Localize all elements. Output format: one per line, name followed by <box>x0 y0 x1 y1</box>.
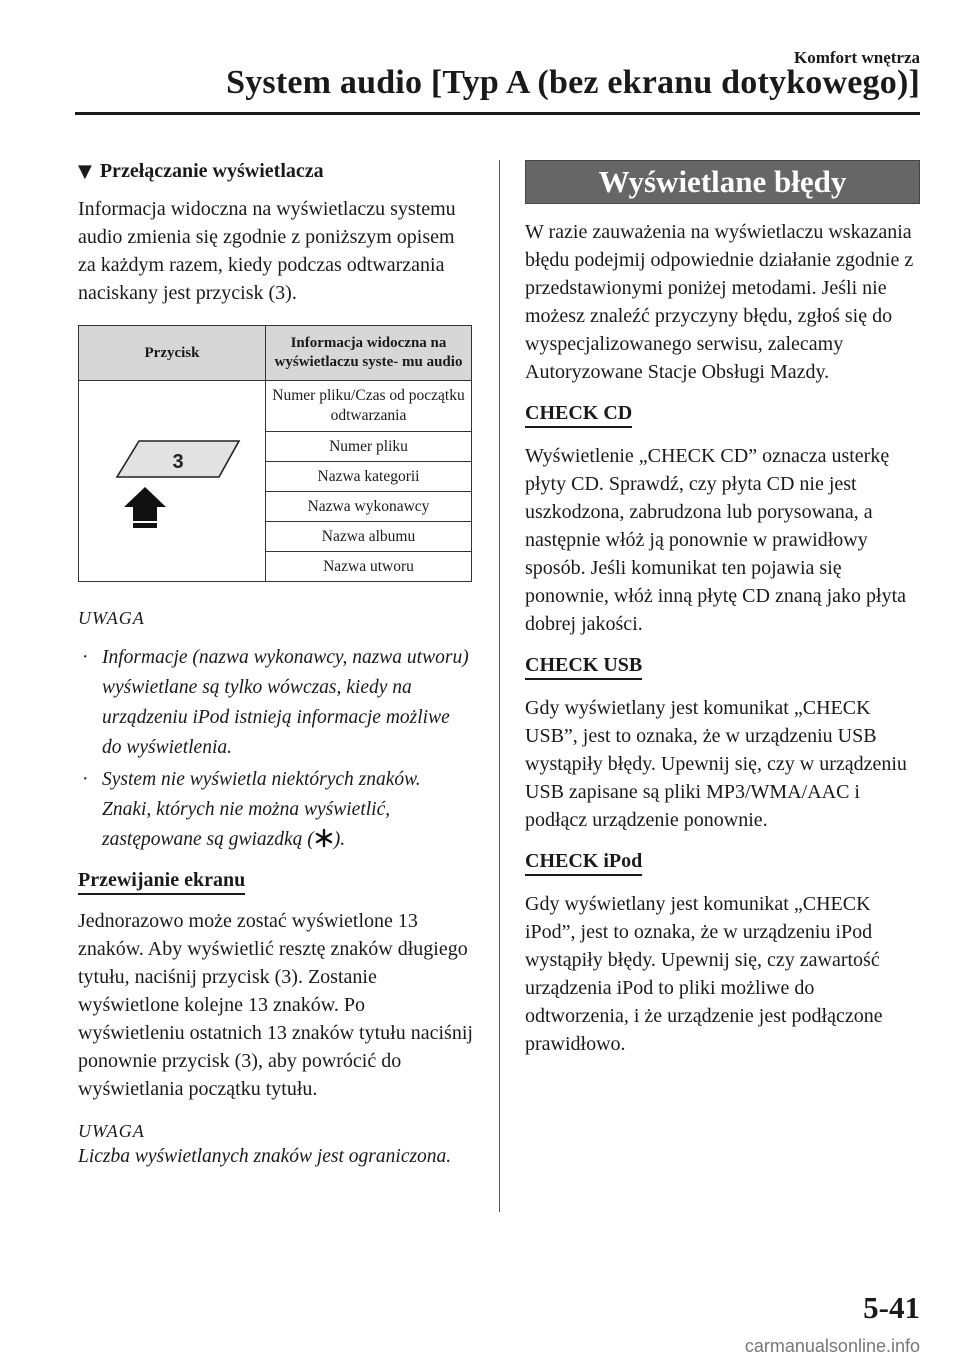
error-code-check-usb: CHECK USB <box>525 654 642 680</box>
display-switch-intro: Informacja widoczna na wyświetlaczu systemu audio zmienia się zgodnie z poniższym opisem za każdym razem, kiedy podczas odtwarzania naciskany jest przycisk (3). <box>78 198 456 304</box>
note-bullet-text: Informacje (nazwa wykonawcy, nazwa utworu) wyświetlane są tylko wówczas, kiedy na urządzeniu iPod istnieją informacje możliwe do wyświetlenia. <box>102 647 469 758</box>
table-row: Numer pliku <box>266 432 472 462</box>
column-divider <box>499 160 500 1212</box>
scroll-heading: Przewijanie ekranu <box>78 869 245 895</box>
error-text-check-cd: Wyświetlenie „CHECK CD” oznacza usterkę płyty CD. Sprawdź, czy płyta CD nie jest uszkodzona, zabrudzona lub porysowana, a następnie włóż ją ponownie w prawidłowy sposób. Jeśli komunikat ten pojawia się ponownie, włóż inną płytę CD znaną jako płyta dobrej jakości. <box>525 445 907 635</box>
table-row: Numer pliku/Czas od początku odtwarzania <box>266 381 472 432</box>
table-row: Nazwa kategorii <box>266 462 472 492</box>
display-info-table <box>78 325 472 582</box>
errors-banner: Wyświetlane błędy <box>525 160 920 204</box>
table-row: Nazwa utworu <box>266 552 472 582</box>
asterisk-icon <box>314 828 334 848</box>
table-row: Nazwa albumu <box>266 522 472 552</box>
error-code-check-ipod: CHECK iPod <box>525 850 642 876</box>
page-title: System audio [Typ A (bez ekranu dotykowego)] <box>226 64 920 101</box>
triangle-down-icon: ▼ <box>78 161 92 182</box>
right-column <box>525 160 920 1074</box>
display-switch-heading <box>78 160 473 183</box>
note-bullet-suffix: ). <box>333 829 346 850</box>
watermark: carmanualsonline.info <box>744 1336 920 1356</box>
button-illustration-cell <box>79 381 266 582</box>
note-text: Liczba wyświetlanych znaków jest ograniczona. <box>78 1146 452 1167</box>
bullet-dot-icon: · <box>82 647 89 668</box>
page-number: 5-41 <box>863 1290 920 1325</box>
note-bullet <box>78 643 473 763</box>
display-switch-heading-text: Przełączanie wyświetlacza <box>99 160 324 182</box>
error-code-check-cd: CHECK CD <box>525 402 632 428</box>
note-title: UWAGA <box>78 608 145 628</box>
table-header-button: Przycisk <box>79 326 266 381</box>
note-bullet <box>78 765 473 855</box>
table-header-info: Informacja widoczna na wyświetlaczu syste- mu audio <box>266 326 472 381</box>
left-column <box>78 160 473 1172</box>
button-3-label: 3 <box>172 451 184 473</box>
bullet-dot-icon: · <box>82 769 89 790</box>
button-3-illustration <box>79 423 265 533</box>
error-text-check-ipod: Gdy wyświetlany jest komunikat „CHECK iPod”, jest to oznaka, że w urządzeniu iPod wystąpiły błędy. Upewnij się, czy zawartość urządzenia iPod to pliki możliwe do odtworzenia, i że urządzenie jest podłączone prawidłowo. <box>525 893 883 1055</box>
scroll-text: Jednorazowo może zostać wyświetlone 13 znaków. Aby wyświetlić resztę znaków długiego tytułu, naciśnij przycisk (3). Zostanie wyświetlone kolejne 13 znaków. Po wyświetleniu ostatnich 13 znaków tytułu naciśnij ponownie przycisk (3), aby powrócić do wyświetlania początku tytułu. <box>78 910 473 1100</box>
errors-intro: W razie zauważenia na wyświetlaczu wskazania błędu podejmij odpowiednie działanie zgodnie z przedstawionymi poniżej metodami. Jeśli nie możesz znaleźć przyczyny błędu, zgłoś się do wyspecjalizowanego serwisu, zalecamy Autoryzowane Stacje Obsługi Mazdy. <box>525 221 914 383</box>
section-name: Komfort wnętrza <box>793 48 920 67</box>
note-bullet-text: System nie wyświetla niektórych znaków. Znaki, których nie można wyświetlić, zastępowane są gwiazdką ( <box>102 769 421 850</box>
note-title: UWAGA <box>78 1121 145 1141</box>
header-rule <box>75 112 920 115</box>
error-text-check-usb: Gdy wyświetlany jest komunikat „CHECK USB”, jest to oznaka, że w urządzeniu USB wystąpiły błędy. Upewnij się, czy w urządzeniu USB zapisane są pliki MP3/WMA/AAC i podłącz urządzenie ponownie. <box>525 697 907 831</box>
table-row: Nazwa wykonawcy <box>266 492 472 522</box>
press-arrow-icon <box>124 487 166 528</box>
